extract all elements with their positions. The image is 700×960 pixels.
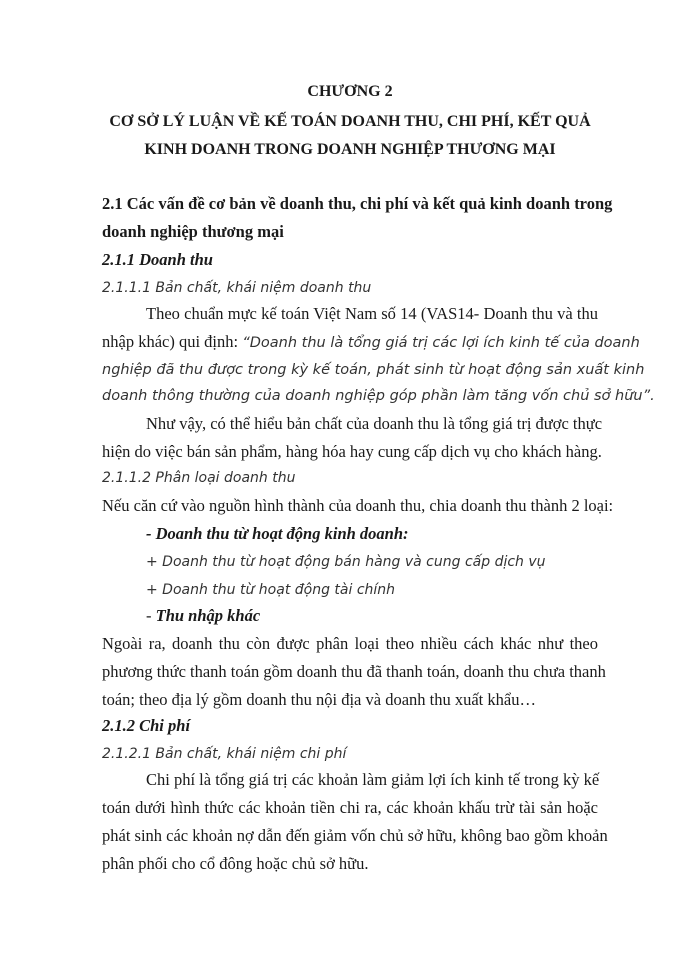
list-subitem-financial-revenue: + Doanh thu từ hoạt động tài chính (146, 582, 396, 598)
list-item-dash: - (146, 606, 156, 625)
para-4-line-2: toán dưới hình thức các khoản tiền chi ra, các khoản khấu trừ tài sản hoặc (102, 798, 598, 817)
section-2-1-1-heading: 2.1.1 Doanh thu (102, 250, 213, 269)
para-3-line-2: phương thức thanh toán gồm doanh thu đã thanh toán, doanh thu chưa thanh (102, 662, 606, 681)
chapter-title-line-1: CƠ SỞ LÝ LUẬN VỀ KẾ TOÁN DOANH THU, CHI PHÍ, KẾT QUẢ (109, 113, 591, 130)
section-2-1-1-2-heading: 2.1.1.2 Phân loại doanh thu (102, 470, 296, 486)
list-subitem-sales-revenue: + Doanh thu từ hoạt động bán hàng và cung cấp dịch vụ (146, 554, 546, 570)
section-2-1-2-1-heading: 2.1.2.1 Bản chất, khái niệm chi phí (102, 746, 347, 762)
para-1-line-2 (102, 328, 640, 357)
para-1-line-2-normal: nhập khác) qui định: (102, 332, 243, 351)
list-item-other-income (146, 602, 598, 630)
list-item-business-revenue: - Doanh thu từ hoạt động kinh doanh: (146, 524, 409, 543)
chapter-title-line-2: KINH DOANH TRONG DOANH NGHIỆP THƯƠNG MẠI (144, 141, 556, 158)
chapter-number: CHƯƠNG 2 (307, 83, 393, 100)
para-3-line-1: Ngoài ra, doanh thu còn được phân loại theo nhiều cách khác như theo (102, 634, 598, 653)
para-1-line-3: nghiệp đã thu được trong kỳ kế toán, phát sinh từ hoạt động sản xuất kinh (102, 362, 645, 378)
para-2-line-2: hiện do việc bán sản phẩm, hàng hóa hay cung cấp dịch vụ cho khách hàng. (102, 442, 602, 461)
para-4-line-3: phát sinh các khoản nợ dẫn đến giảm vốn chủ sở hữu, không bao gồm khoản (102, 826, 608, 845)
para-2-line-1: Như vậy, có thể hiểu bản chất của doanh thu là tổng giá trị được thực (146, 414, 603, 433)
para-4-line-1: Chi phí là tổng giá trị các khoản làm giảm lợi ích kinh tế trong kỳ kế (146, 770, 600, 789)
list-item-other-income-label: Thu nhập khác (155, 606, 261, 625)
section-2-1-heading-line-2: doanh nghiệp thương mại (102, 222, 284, 241)
classification-intro: Nếu căn cứ vào nguồn hình thành của doanh thu, chia doanh thu thành 2 loại: (102, 496, 614, 515)
para-1-line-2-quote: “Doanh thu là tổng giá trị các lợi ích kinh tế của doanh (242, 335, 640, 351)
para-3-line-3: toán; theo địa lý gồm doanh thu nội địa và doanh thu xuất khẩu… (102, 690, 536, 709)
para-1-line-1: Theo chuẩn mực kế toán Việt Nam số 14 (VAS14- Doanh thu và thu (146, 304, 598, 323)
section-2-1-1-1-heading: 2.1.1.1 Bản chất, khái niệm doanh thu (102, 280, 372, 296)
section-2-1-heading-line-1: 2.1 Các vấn đề cơ bản về doanh thu, chi phí và kết quả kinh doanh trong (102, 194, 613, 213)
section-2-1-2-heading: 2.1.2 Chi phí (102, 716, 191, 735)
para-1-line-4: doanh thông thường của doanh nghiệp góp phần làm tăng vốn chủ sở hữu”. (102, 388, 655, 404)
para-4-line-4: phân phối cho cổ đông hoặc chủ sở hữu. (102, 854, 369, 873)
